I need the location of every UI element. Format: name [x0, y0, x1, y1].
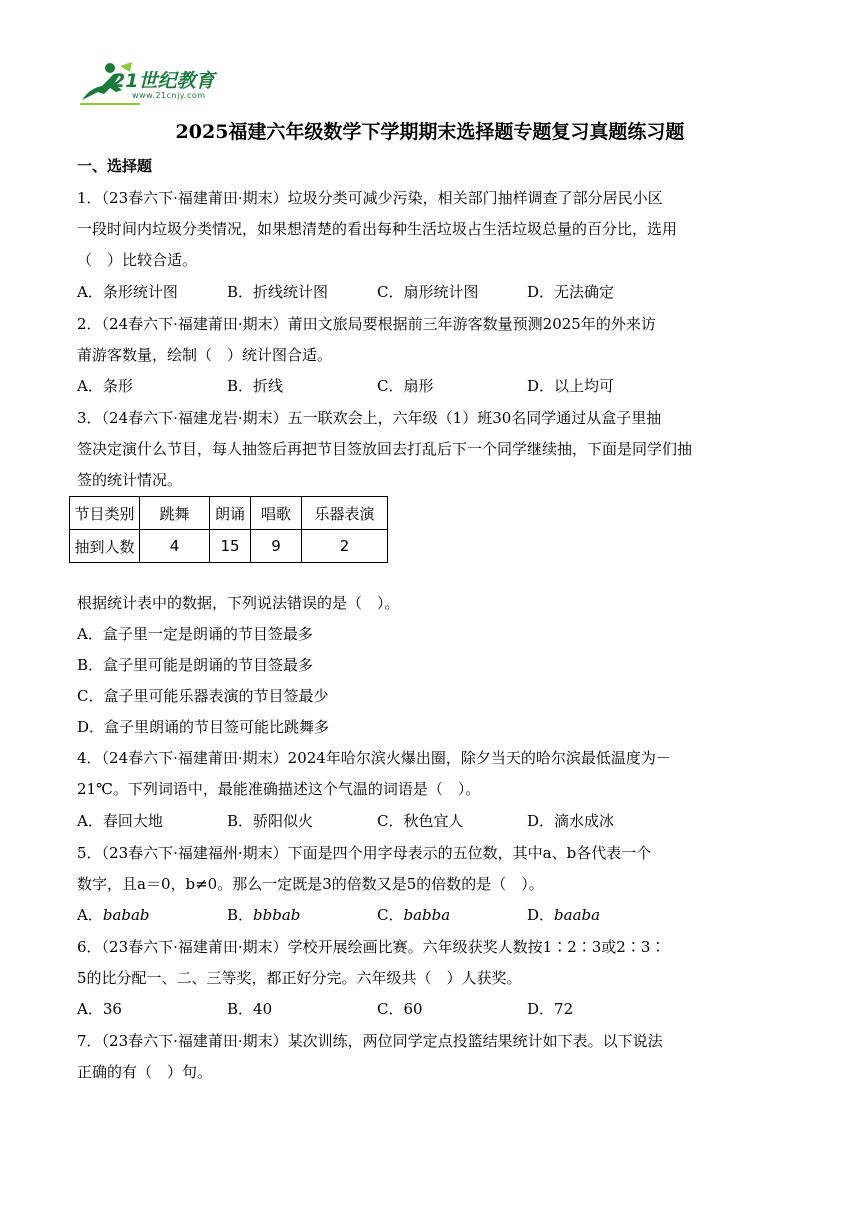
q4-option-a: A．春回大地 [77, 812, 163, 830]
q3-option-d: D．盒子里朗诵的节目签可能比跳舞多 [77, 718, 330, 736]
q6-option-a: A．36 [77, 1000, 122, 1018]
q6-option-b: B．40 [227, 1000, 273, 1018]
q7-line-1: 7．（23春六下·福建莆田·期末）某次训练，两位同学定点投篮结果统计如下表。以下说法 [77, 1032, 663, 1050]
q2-line-2: 莆游客数量，绘制（ ）统计图合适。 [77, 346, 333, 364]
q6-option-d: D．72 [527, 1000, 574, 1018]
q6-line-2: 5的比分配一、二、三等奖，都正好分完。六年级共（ ）人获奖。 [77, 969, 522, 987]
table-cell: 乐器表演 [302, 497, 388, 530]
q3-option-c: C．盒子里可能乐器表演的节目签最少 [77, 687, 329, 705]
table-cell: 2 [302, 530, 388, 563]
q1-option-a: A．条形统计图 [77, 283, 178, 301]
logo-text: 21世纪教育 [112, 70, 215, 92]
q4-line-2: 21℃。下列词语中，最能准确描述这个气温的词语是（ ）。 [77, 780, 481, 798]
q4-line-1: 4．（24春六下·福建莆田·期末）2024年哈尔滨火爆出圈，除夕当天的哈尔滨最低温度为－ [77, 749, 671, 767]
q4-option-b: B．骄阳似火 [227, 812, 314, 830]
q6-option-c: C．60 [377, 1000, 423, 1018]
q1-line-3: （ ）比较合适。 [77, 251, 198, 269]
table-row [70, 530, 388, 563]
table-cell: 抽到人数 [70, 530, 140, 563]
q1-option-d: D．无法确定 [527, 283, 615, 301]
q1-option-c: C．扇形统计图 [377, 283, 479, 301]
q7-line-2: 正确的有（ ）句。 [77, 1063, 213, 1081]
q5-option-c: C．babba [377, 906, 451, 924]
section-heading: 一、选择题 [77, 157, 153, 175]
table-cell: 15 [210, 530, 251, 563]
table-header-row [70, 497, 388, 530]
table-cell: 唱歌 [251, 497, 302, 530]
q3-line-1: 3．（24春六下·福建龙岩·期末）五一联欢会上，六年级（1）班30名同学通过从盒子里抽 [77, 409, 662, 427]
q2-line-1: 2．（24春六下·福建莆田·期末）莆田文旅局要根据前三年游客数量预测2025年的外来访 [77, 315, 656, 333]
q1-line-2: 一段时间内垃圾分类情况，如果想清楚的看出每种生活垃圾占生活垃圾总量的百分比，选用 [77, 220, 678, 238]
q5-option-a: A．babab [77, 906, 150, 924]
q4-option-d: D．滴水成冰 [527, 812, 615, 830]
page-title: 2025福建六年级数学下学期期末选择题专题复习真题练习题 [175, 121, 685, 143]
q2-option-a: A．条形 [77, 377, 133, 395]
q6-line-1: 6．（23春六下·福建莆田·期末）学校开展绘画比赛。六年级获奖人数按1∶2∶3或2∶3∶ [77, 938, 666, 956]
q4-option-c: C．秋色宜人 [377, 812, 464, 830]
q3-line-2: 签决定演什么节目，每人抽签后再把节目签放回去打乱后下一个同学继续抽，下面是同学们抽 [77, 440, 693, 458]
table-cell: 朗诵 [210, 497, 251, 530]
q3-option-b: B．盒子里可能是朗诵的节目签最多 [77, 656, 314, 674]
q5-line-2: 数字，且a＝0，b≠0。那么一定既是3的倍数又是5的倍数的是（ ）。 [77, 875, 544, 893]
q2-option-b: B．折线 [227, 377, 284, 395]
q1-option-b: B．折线统计图 [227, 283, 329, 301]
q1-line-1: 1．（23春六下·福建莆田·期末）垃圾分类可减少污染，相关部门抽样调查了部分居民小区 [77, 189, 663, 207]
q3-line-3: 签的统计情况。 [77, 471, 183, 489]
q3-after-table: 根据统计表中的数据，下列说法错误的是（ ）。 [77, 594, 400, 612]
q3-option-a: A．盒子里一定是朗诵的节目签最多 [77, 625, 313, 643]
table-cell: 节目类别 [70, 497, 140, 530]
q2-option-d: D．以上均可 [527, 377, 615, 395]
q5-line-1: 5．（23春六下·福建福州·期末）下面是四个用字母表示的五位数，其中a、b各代表一个 [77, 844, 652, 862]
table-cell: 跳舞 [140, 497, 210, 530]
q5-option-b: B．bbbab [227, 906, 301, 924]
table-cell: 4 [140, 530, 210, 563]
q3-stats-table [69, 496, 388, 563]
logo-url: www.21cnjy.com [132, 91, 206, 100]
q5-option-d: D．baaba [527, 906, 601, 924]
q2-option-c: C．扇形 [377, 377, 434, 395]
table-cell: 9 [251, 530, 302, 563]
